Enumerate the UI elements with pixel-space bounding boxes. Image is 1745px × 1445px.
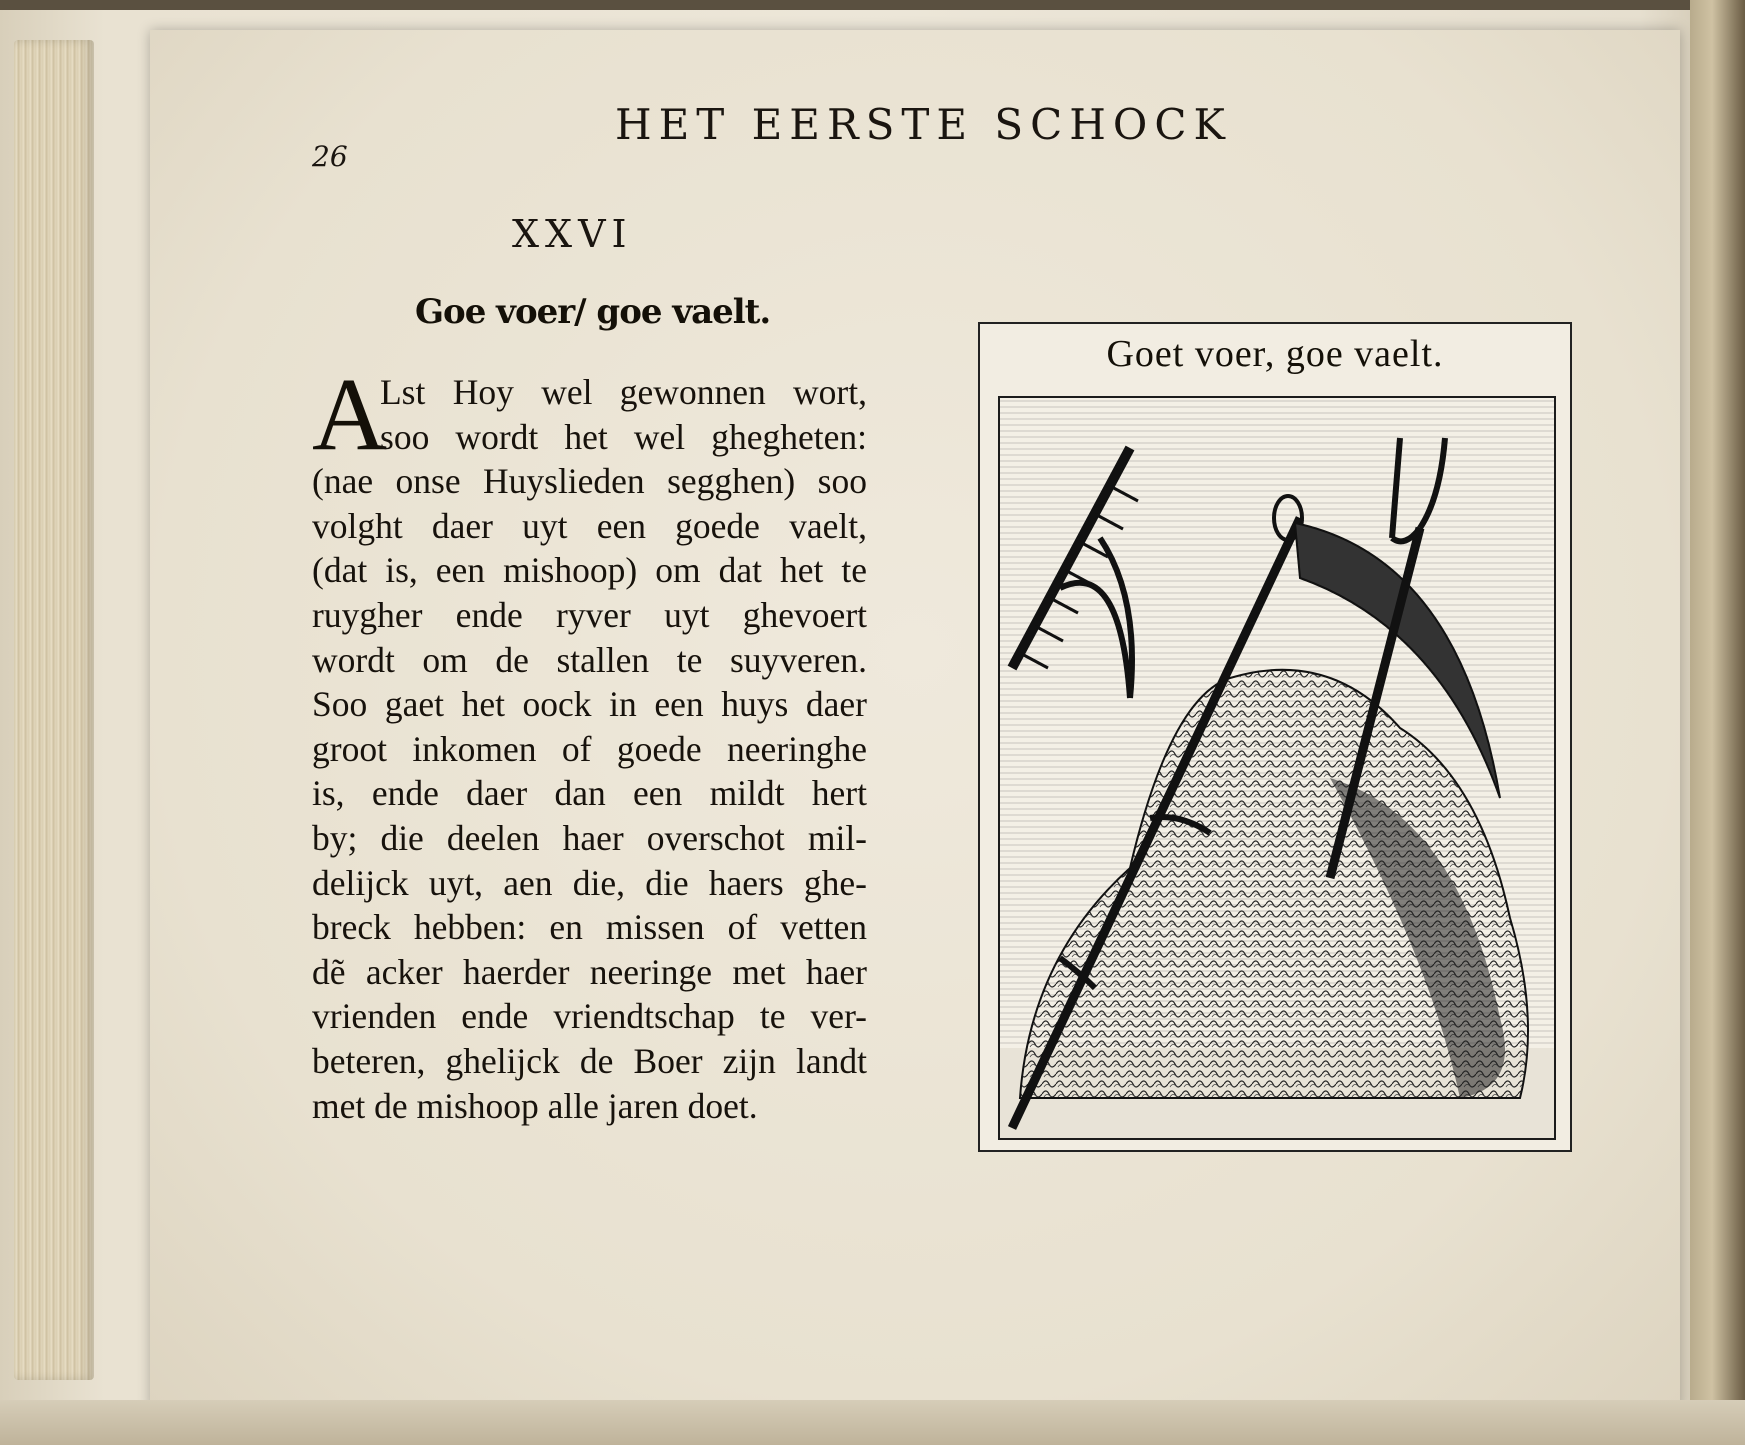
plate-caption: Goet voer, goe vaelt. — [1106, 333, 1444, 375]
text-line: is, ende daer dan een mildt hert — [312, 773, 867, 814]
text-line: Soo gaet het oock in een huys daer — [312, 684, 867, 725]
chapter-number: XXVI — [512, 212, 633, 256]
running-head: HET EERSTE SCHOCK — [615, 100, 1232, 149]
text-line: wordt om de stallen te suyveren. — [312, 639, 867, 680]
text-line: beteren, ghelijck de Boer zijn landt — [312, 1040, 867, 1081]
illustration-plate — [978, 322, 1572, 1152]
text-line: Lst Hoy wel gewonnen wort, — [380, 372, 867, 412]
text-line: groot inkomen of goede neeringhe — [312, 728, 867, 769]
chapter-subtitle: Goe voer/ goe vaelt. — [415, 292, 771, 332]
text-line: (nae onse Huyslieden segghen) soo — [312, 461, 867, 502]
text-line: by; die deelen haer overschot mil- — [312, 817, 867, 858]
text-line: dẽ acker haerder neeringe met haer — [312, 951, 867, 992]
text-line: delijck uyt, aen die, die haers ghe- — [312, 862, 867, 903]
engraving — [998, 396, 1556, 1140]
text-line: volght daer uyt een goede vaelt, — [312, 505, 867, 546]
book-bottom-edge — [0, 1400, 1745, 1445]
text-line: (dat is, een mishoop) om dat het te — [312, 550, 867, 591]
text-line: met de mishoop alle jaren doet. — [312, 1085, 758, 1126]
text-line: vrienden ende vriendtschap te ver- — [312, 996, 867, 1037]
book-right-edge — [1690, 0, 1745, 1445]
text-line: ruygher ende ryver uyt ghevoert — [312, 594, 867, 635]
text-line: breck hebben: en missen of vetten — [312, 907, 867, 948]
hay-pile-illustration — [1000, 398, 1554, 1138]
page-number: 26 — [312, 140, 348, 173]
page-edges — [14, 40, 94, 1380]
text-line: soo wordt het wel ghegheten: — [380, 416, 867, 457]
body-text — [312, 357, 867, 1128]
drop-cap: A — [312, 357, 388, 472]
